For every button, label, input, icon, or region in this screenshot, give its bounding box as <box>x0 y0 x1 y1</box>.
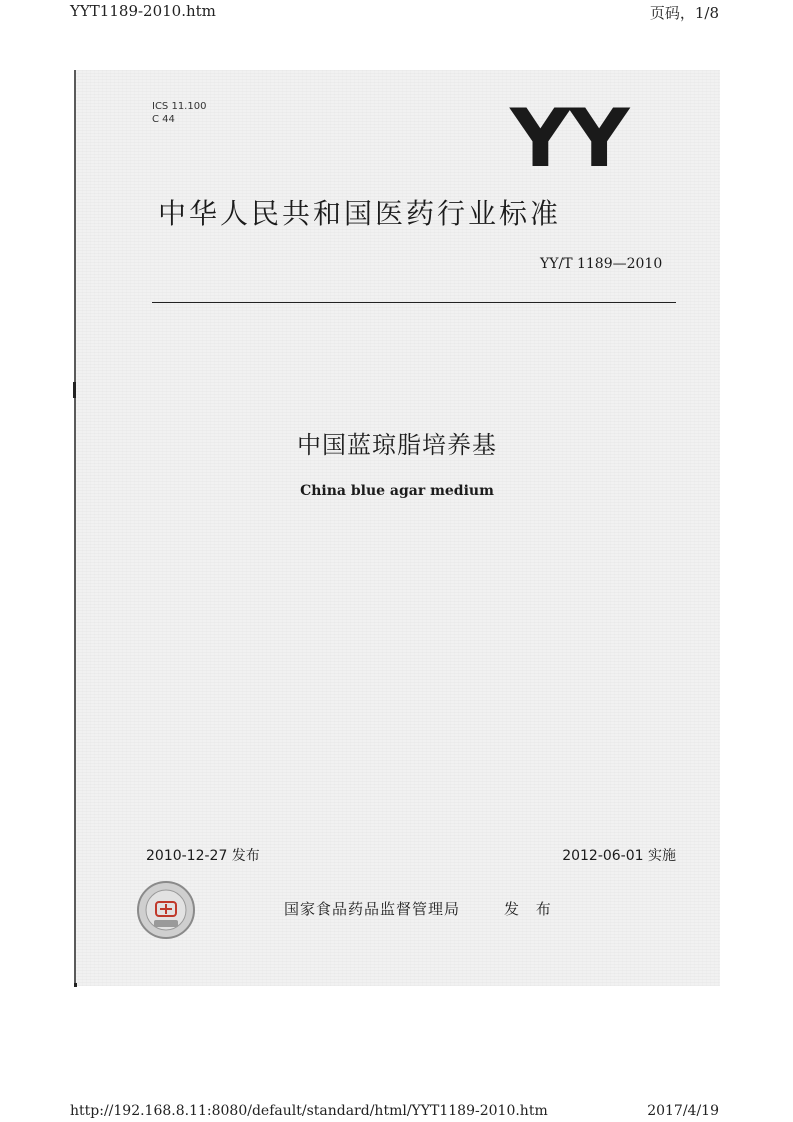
document-title-cn: 中国蓝琼脂培养基 <box>297 431 497 459</box>
publisher-name: 国家食品药品监督管理局 <box>284 900 461 918</box>
standard-category-title: 中华人民共和国医药行业标准 <box>158 197 562 230</box>
page-edge-mark <box>73 382 76 398</box>
publish-label: 发 布 <box>504 900 557 918</box>
browser-footer-date: 2017/4/19 <box>647 1103 719 1119</box>
ics-code: ICS 11.100 <box>152 101 207 112</box>
header-divider <box>152 302 676 303</box>
browser-footer-url: http://192.168.8.11:8080/default/standard/html/YYT1189-2010.htm <box>70 1103 548 1119</box>
browser-header-page-indicator: 页码，1/8 <box>649 4 719 22</box>
standard-code: YY/T 1189—2010 <box>540 256 663 272</box>
anti-counterfeit-seal-icon <box>136 880 196 940</box>
page-bottom-mark <box>74 983 77 987</box>
browser-header-filename: YYT1189-2010.htm <box>70 2 216 20</box>
implementation-date: 2012-06-01 实施 <box>562 848 676 864</box>
classification-codes <box>152 100 206 126</box>
ccs-code: C 44 <box>152 114 175 125</box>
standard-logo: YY <box>510 92 628 185</box>
page-left-edge <box>74 70 76 986</box>
scanned-document-page <box>74 70 720 986</box>
issue-date: 2010-12-27 发布 <box>146 848 260 864</box>
document-title-en: China blue agar medium <box>300 483 494 499</box>
